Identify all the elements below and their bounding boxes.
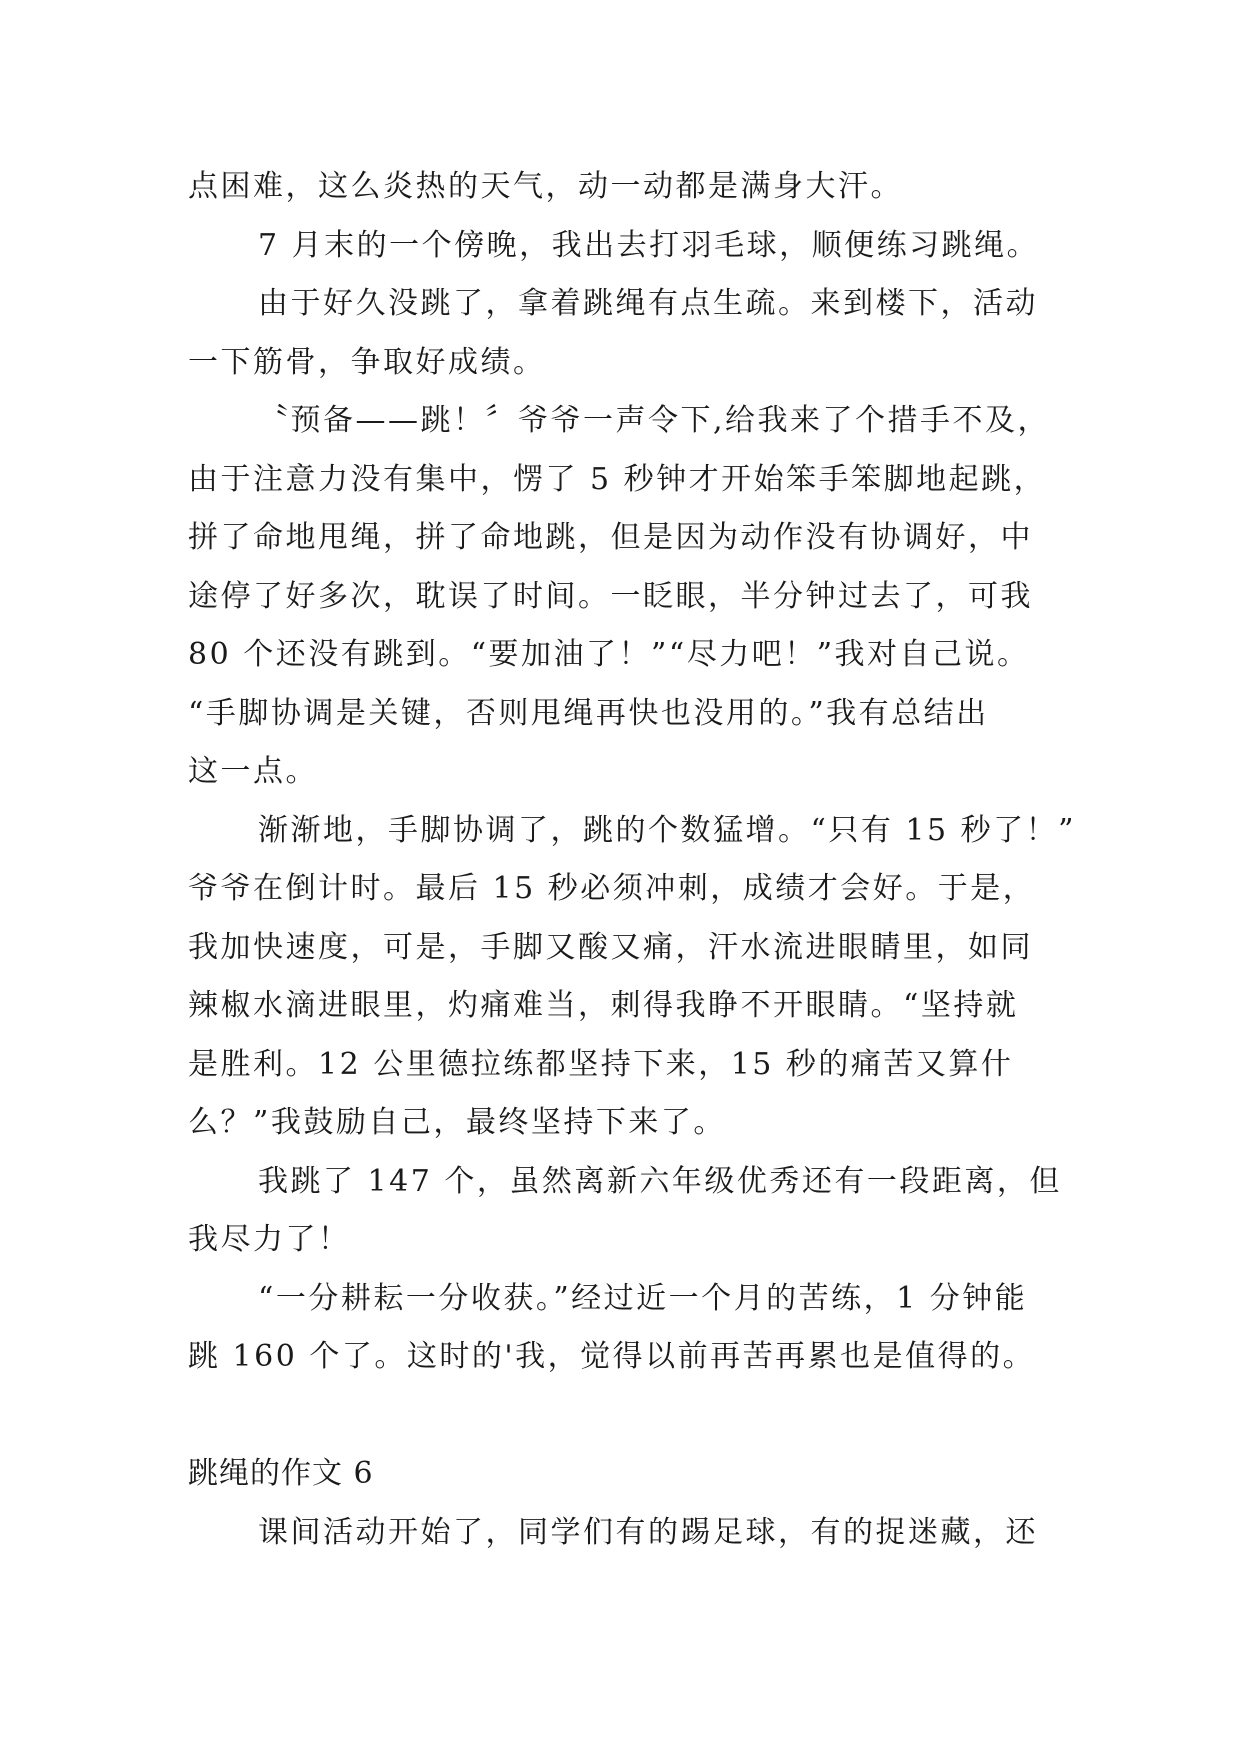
paragraph-line: 途停了好多次，耽误了时间。一眨眼，半分钟过去了，可我	[188, 578, 1033, 614]
paragraph-line: 一下筋骨，争取好成绩。	[188, 344, 546, 380]
paragraph-line: 点困难，这么炎热的天气，动一动都是满身大汗。	[188, 169, 903, 204]
paragraph-line: 由于好久没跳了，拿着跳绳有点生疏。来到楼下，活动	[258, 286, 1038, 321]
paragraph-line: 我尽力了！	[188, 1222, 351, 1257]
section-heading: 跳绳的作文 6	[188, 1456, 374, 1491]
paragraph-line: 跳 160 个了。这时的'我，觉得以前再苦再累也是值得的。	[188, 1339, 1036, 1374]
paragraph-line: “手脚协调是关键，否则甩绳再快也没用的。”我有总结出	[188, 695, 989, 731]
paragraph-line: 是胜利。12 公里德拉练都坚持下来，15 秒的痛苦又算什	[188, 1046, 1014, 1082]
paragraph-line: 辣椒水滴进眼里，灼痛难当，刺得我睁不开眼睛。“坚持就	[188, 988, 1019, 1023]
paragraph-line: 我加快速度，可是，手脚又酸又痛，汗水流进眼睛里，如同	[188, 929, 1033, 965]
paragraph-line: 7 月末的一个傍晚，我出去打羽毛球，顺便练习跳绳。	[258, 227, 1040, 263]
paragraph-line: 么？”我鼓励自己，最终坚持下来了。	[188, 1105, 726, 1140]
paragraph-line: 这一点。	[188, 754, 318, 789]
section-spacer	[188, 1387, 1058, 1446]
paragraph-line: 拼了命地甩绳，拼了命地跳，但是因为动作没有协调好，中	[188, 520, 1033, 555]
paragraph-line: “一分耕耘一分收获。”经过近一个月的苦练，1 分钟能	[258, 1280, 1028, 1316]
paragraph-line: 80 个还没有跳到。“要加油了！”“尽力吧！”我对自己说。	[188, 637, 1030, 672]
paragraph-line: 爷爷在倒计时。最后 15 秒必须冲刺，成绩才会好。于是，	[188, 871, 1036, 906]
paragraph-line: 由于注意力没有集中，愣了 5 秒钟才开始笨手笨脚地起跳，	[188, 461, 1047, 497]
paragraph-line: 我跳了 147 个，虽然离新六年级优秀还有一段距离，但	[258, 1163, 1062, 1199]
paragraph-line: 渐渐地，手脚协调了，跳的个数猛增。“只有 15 秒了！”	[258, 812, 1076, 848]
paragraph-line: 〝预备——跳！〞爷爷一声令下,给我来了个措手不及，	[258, 403, 1051, 438]
essay-body	[188, 158, 1076, 1562]
paragraph-line: 课间活动开始了，同学们有的踢足球，有的捉迷藏，还	[258, 1514, 1038, 1550]
